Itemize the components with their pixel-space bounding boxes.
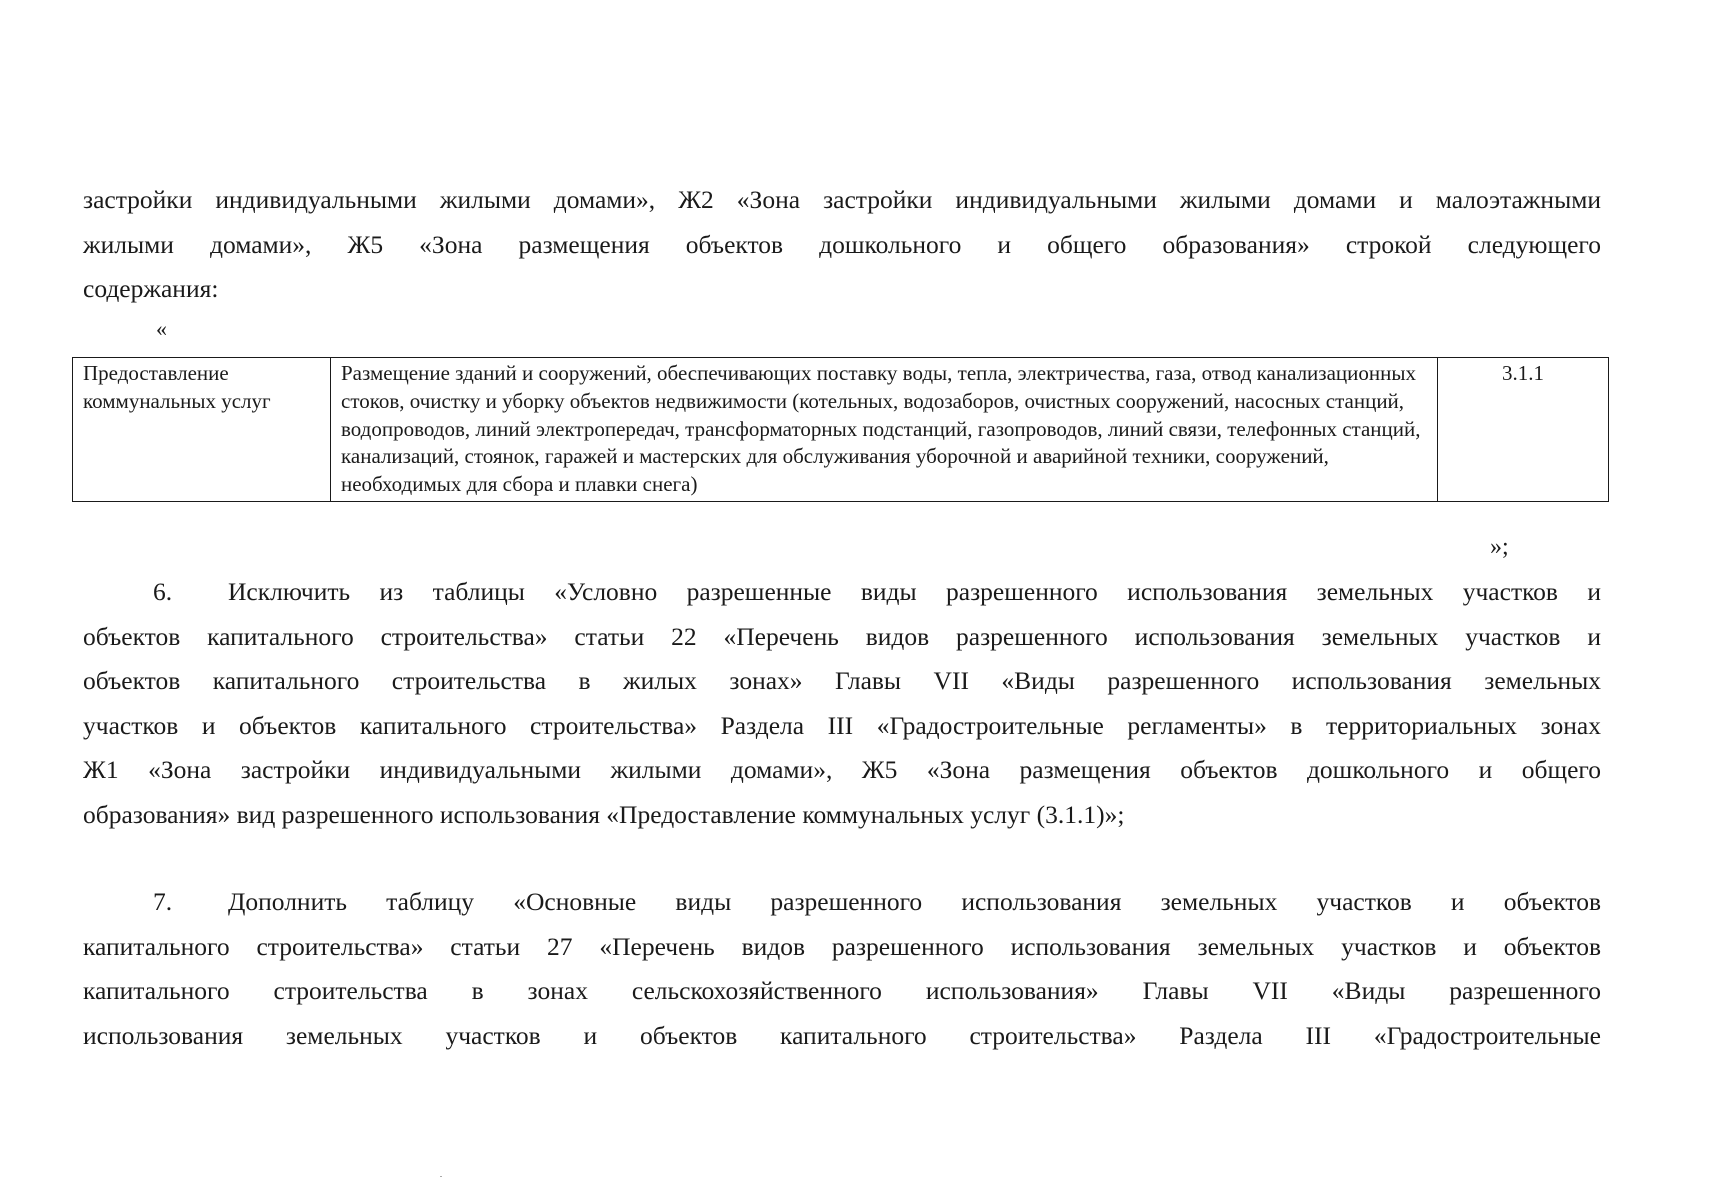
item-6-line: объектов капитального строительства» статьи 22 «Перечень видов разрешенного использования земельных участков и: [83, 621, 1601, 651]
item-6-first-line: [83, 570, 1601, 615]
intro-line: содержания:: [83, 274, 219, 303]
item-6-line: образования» вид разрешенного использования «Предоставление коммунальных услуг (3.1.1)»;: [83, 799, 1125, 829]
item-7-line: использования земельных участков и объектов капитального строительства» Раздела III «Градостроительные: [83, 1020, 1601, 1050]
use-type-code-cell: 3.1.1: [1438, 358, 1609, 502]
scan-speck: [440, 1176, 442, 1177]
regulation-table: [72, 357, 1609, 502]
table-close-quote: »;: [1490, 534, 1509, 560]
item-6-number: 6.: [153, 577, 173, 606]
item-7-line: Дополнить таблицу «Основные виды разрешенного использования земельных участков и объектов: [228, 887, 1601, 916]
intro-paragraph: [83, 178, 1601, 312]
item-7-first-line: [83, 880, 1601, 925]
item-6-line: участков и объектов капитального строительства» Раздела III «Градостроительные регламенты» в территориальных зонах: [83, 710, 1601, 740]
table-open-quote: «: [156, 316, 167, 341]
intro-line: застройки индивидуальными жилыми домами», Ж2 «Зона застройки индивидуальными жилыми домами и малоэтажными: [83, 185, 1601, 214]
item-6-line: Ж1 «Зона застройки индивидуальными жилыми домами», Ж5 «Зона размещения объектов дошкольного и общего: [83, 755, 1601, 784]
use-type-name-cell: Предоставление коммунальных услуг: [73, 358, 331, 502]
item-6-line: объектов капитального строительства в жилых зонах» Главы VII «Виды разрешенного использования земельных: [83, 666, 1601, 695]
intro-line: жилыми домами», Ж5 «Зона размещения объектов дошкольного и общего образования» строкой следующего: [83, 229, 1601, 259]
item-7-number: 7.: [153, 887, 173, 916]
item-6-paragraph: [83, 570, 1601, 837]
item-7-paragraph: [83, 880, 1601, 1058]
use-type-description-cell: Размещение зданий и сооружений, обеспечивающих поставку воды, тепла, электричества, газа, отвод канализационных стоков, очистку и уборку объектов недвижимости (котельных, водозаборов, очистных сооружений, насосных станций, водопроводов, линий электропередач, трансформаторных подстанций, газопроводов, линий связи, телефонных станций, канализаций, стоянок, гаражей и мастерских для обслуживания уборочной и аварийной техники, сооружений, необходимых для сбора и плавки снега): [331, 358, 1438, 502]
item-6-line: Исключить из таблицы «Условно разрешенные виды разрешенного использования земельных участков и: [228, 577, 1601, 606]
item-7-line: капитального строительства» статьи 27 «Перечень видов разрешенного использования земельных участков и объектов: [83, 931, 1601, 961]
table-row: [73, 358, 1609, 502]
item-7-line: капитального строительства в зонах сельскохозяйственного использования» Главы VII «Виды разрешенного: [83, 976, 1601, 1005]
